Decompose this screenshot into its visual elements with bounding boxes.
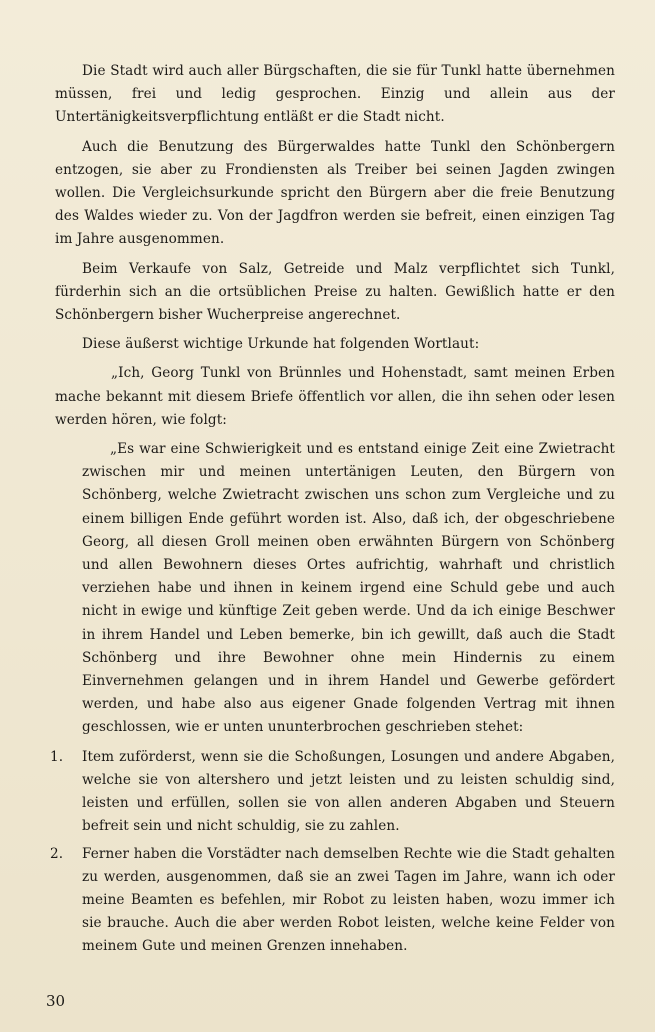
paragraph-4: Diese äußerst wichtige Urkunde hat folgenden Wortlaut: [82, 336, 480, 353]
quote-lead-paragraph: „Ich, Georg Tunkl von Brünnles und Hohenstadt, samt meinen Erben mache bekannt mit diesem Briefe öffentlich vor allen, die ihn sehen oder lesen werden hören, wie folgt: [55, 365, 615, 428]
page-number: 30 [46, 992, 66, 1010]
list-item-text: Ferner haben die Vorstädter nach demselben Rechte wie die Stadt gehalten zu werden, ausgenommen, daß sie an zwei Tagen im Jahre, wann ich oder meine Beamten es befehlen, mir Robot zu leisten haben, wozu immer ich sie brauche. Auch die aber werden Robot leisten, welche keine Felder von meinem Gute und meinen Grenzen innehaben. [82, 845, 615, 955]
list-item [50, 746, 615, 839]
list-item [50, 843, 615, 959]
paragraph-3: Beim Verkaufe von Salz, Getreide und Malz verpflichtet sich Tunkl, fürderhin sich an die ortsüblichen Preise zu halten. Gewißlich hatte er den Schönbergern bisher Wucherpreise angerechnet. [55, 260, 615, 324]
paragraph-1: Die Stadt wird auch aller Bürgschaften, die sie für Tunkl hatte übernehmen müssen, frei und ledig gesprochen. Einzig und allein aus der Untertänigkeitsverpflichtung entläßt er die Stadt nicht. [55, 63, 615, 126]
quote-body-paragraph: „Es war eine Schwierigkeit und es entstand einige Zeit eine Zwietracht zwischen mir und meinen untertänigen Leuten, den Bürgern von Schönberg, welche Zwietracht zwischen uns schon zum Vergleiche und zu einem billigen Ende geführt worden ist. Also, daß ich, der obgeschriebene Georg, all diesen Groll meinen oben erwähnten Bürgern von Schönberg und allen Bewohnern dieses Ortes aufrichtig, wahrhaft und christlich verziehen habe und ihnen in keinem irgend eine Schuld gebe und auch nicht in ewige und künftige Zeit geben werde. Und da ich einige Beschwer in ihrem Handel und Leben bemerke, bin ich gewillt, daß auch die Stadt Schönberg und ihre Bewohner ohne mein Hindernis zu einem Einvernehmen gelangen und in ihrem Handel und Gewerbe gefördert werden, und habe also aus eigener Gnade folgenden Vertrag mit ihnen geschlossen, wie er unten ununterbrochen geschrieben stehet: [82, 441, 615, 736]
text-block [50, 60, 615, 963]
paragraph-2: Auch die Benutzung des Bürgerwaldes hatte Tunkl den Schönbergern entzogen, sie aber zu Frondiensten als Treiber bei seinen Jagden zwingen wollen. Die Vergleichsurkunde spricht den Bürgern aber die freie Benutzung des Waldes wieder zu. Von der Jagdfron werden sie befreit, einen einzigen Tag im Jahre ausgenommen. [55, 138, 615, 248]
list-item-number: 1. [50, 748, 64, 765]
list-item-text: Item zuförderst, wenn sie die Schoßungen, Losungen und andere Abgaben, welche sie von altershero und jetzt leisten und zu leisten schuldig sind, leisten und erfüllen, sollen sie von allen anderen Abgaben und Steuern befreit sein und nicht schuldig, sie zu zahlen. [82, 748, 615, 835]
list-item-number: 2. [50, 845, 64, 862]
